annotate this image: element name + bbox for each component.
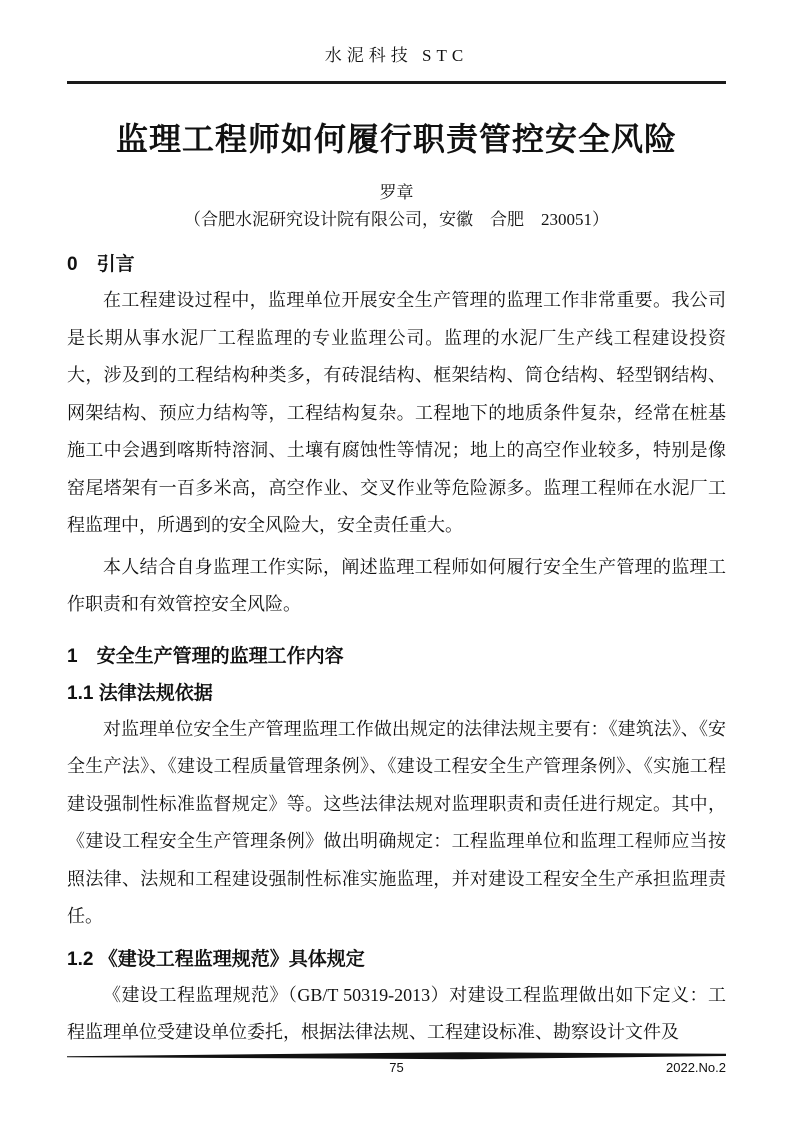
paragraph: 在工程建设过程中，监理单位开展安全生产管理的监理工作非常重要。我公司是长期从事水泥厂工程监理的专业监理公司。监理的水泥厂生产线工程建设投资大，涉及到的工程结构种类多，有砖混结构、框架结构、筒仓结构、轻型钢结构、网架结构、预应力结构等，工程结构复杂。工程地下的地质条件复杂，经常在桩基施工中会遇到喀斯特溶洞、土壤有腐蚀性等情况；地上的高空作业较多，特别是像窑尾塔架有一百多米高，高空作业、交叉作业等危险源多。监理工程师在水泥厂工程监理中，所遇到的安全风险大，安全责任重大。 (67, 290, 726, 535)
subsection-heading-1-2: 1.2 《建设工程监理规范》具体规定 (67, 948, 365, 970)
journal-title: 水泥科技 STC (324, 46, 469, 65)
paragraph: 本人结合自身监理工作实际，阐述监理工程师如何履行安全生产管理的监理工作职责和有效管控安全风险。 (67, 556, 726, 614)
page-number: 75 (389, 1060, 404, 1075)
page-footer (67, 1059, 726, 1077)
page-content (67, 0, 726, 1052)
section-heading-1: 1 安全生产管理的监理工作内容 (67, 645, 344, 667)
paragraph: 《建设工程监理规范》（GB/T 50319-2013）对建设工程监理做出如下定义：工程监理单位受建设单位委托，根据法律法规、工程建设标准、勘察设计文件及 (67, 984, 726, 1042)
author-name: 罗章 (379, 183, 414, 202)
author-affiliation: （合肥水泥研究设计院有限公司，安徽 合肥 230051） (184, 210, 609, 229)
subsection-heading-1-1: 1.1 法律法规依据 (67, 682, 213, 704)
header-rule (67, 81, 726, 84)
paragraph: 对监理单位安全生产管理监理工作做出规定的法律法规主要有：《建筑法》、《安全生产法》、《建设工程质量管理条例》、《建设工程安全生产管理条例》、《实施工程建设强制性标准监督规定》等。这些法律法规对监理职责和责任进行规定。其中，《建设工程安全生产管理条例》做出明确规定：工程监理单位和监理工程师应当按照法律、法规和工程建设强制性标准实施监理，并对建设工程安全生产承担监理责任。 (67, 718, 726, 926)
section-heading-0: 0 引言 (67, 254, 135, 275)
article-title: 监理工程师如何履行职责管控安全风险 (115, 121, 677, 157)
issue-number: 2022.No.2 (666, 1060, 726, 1075)
